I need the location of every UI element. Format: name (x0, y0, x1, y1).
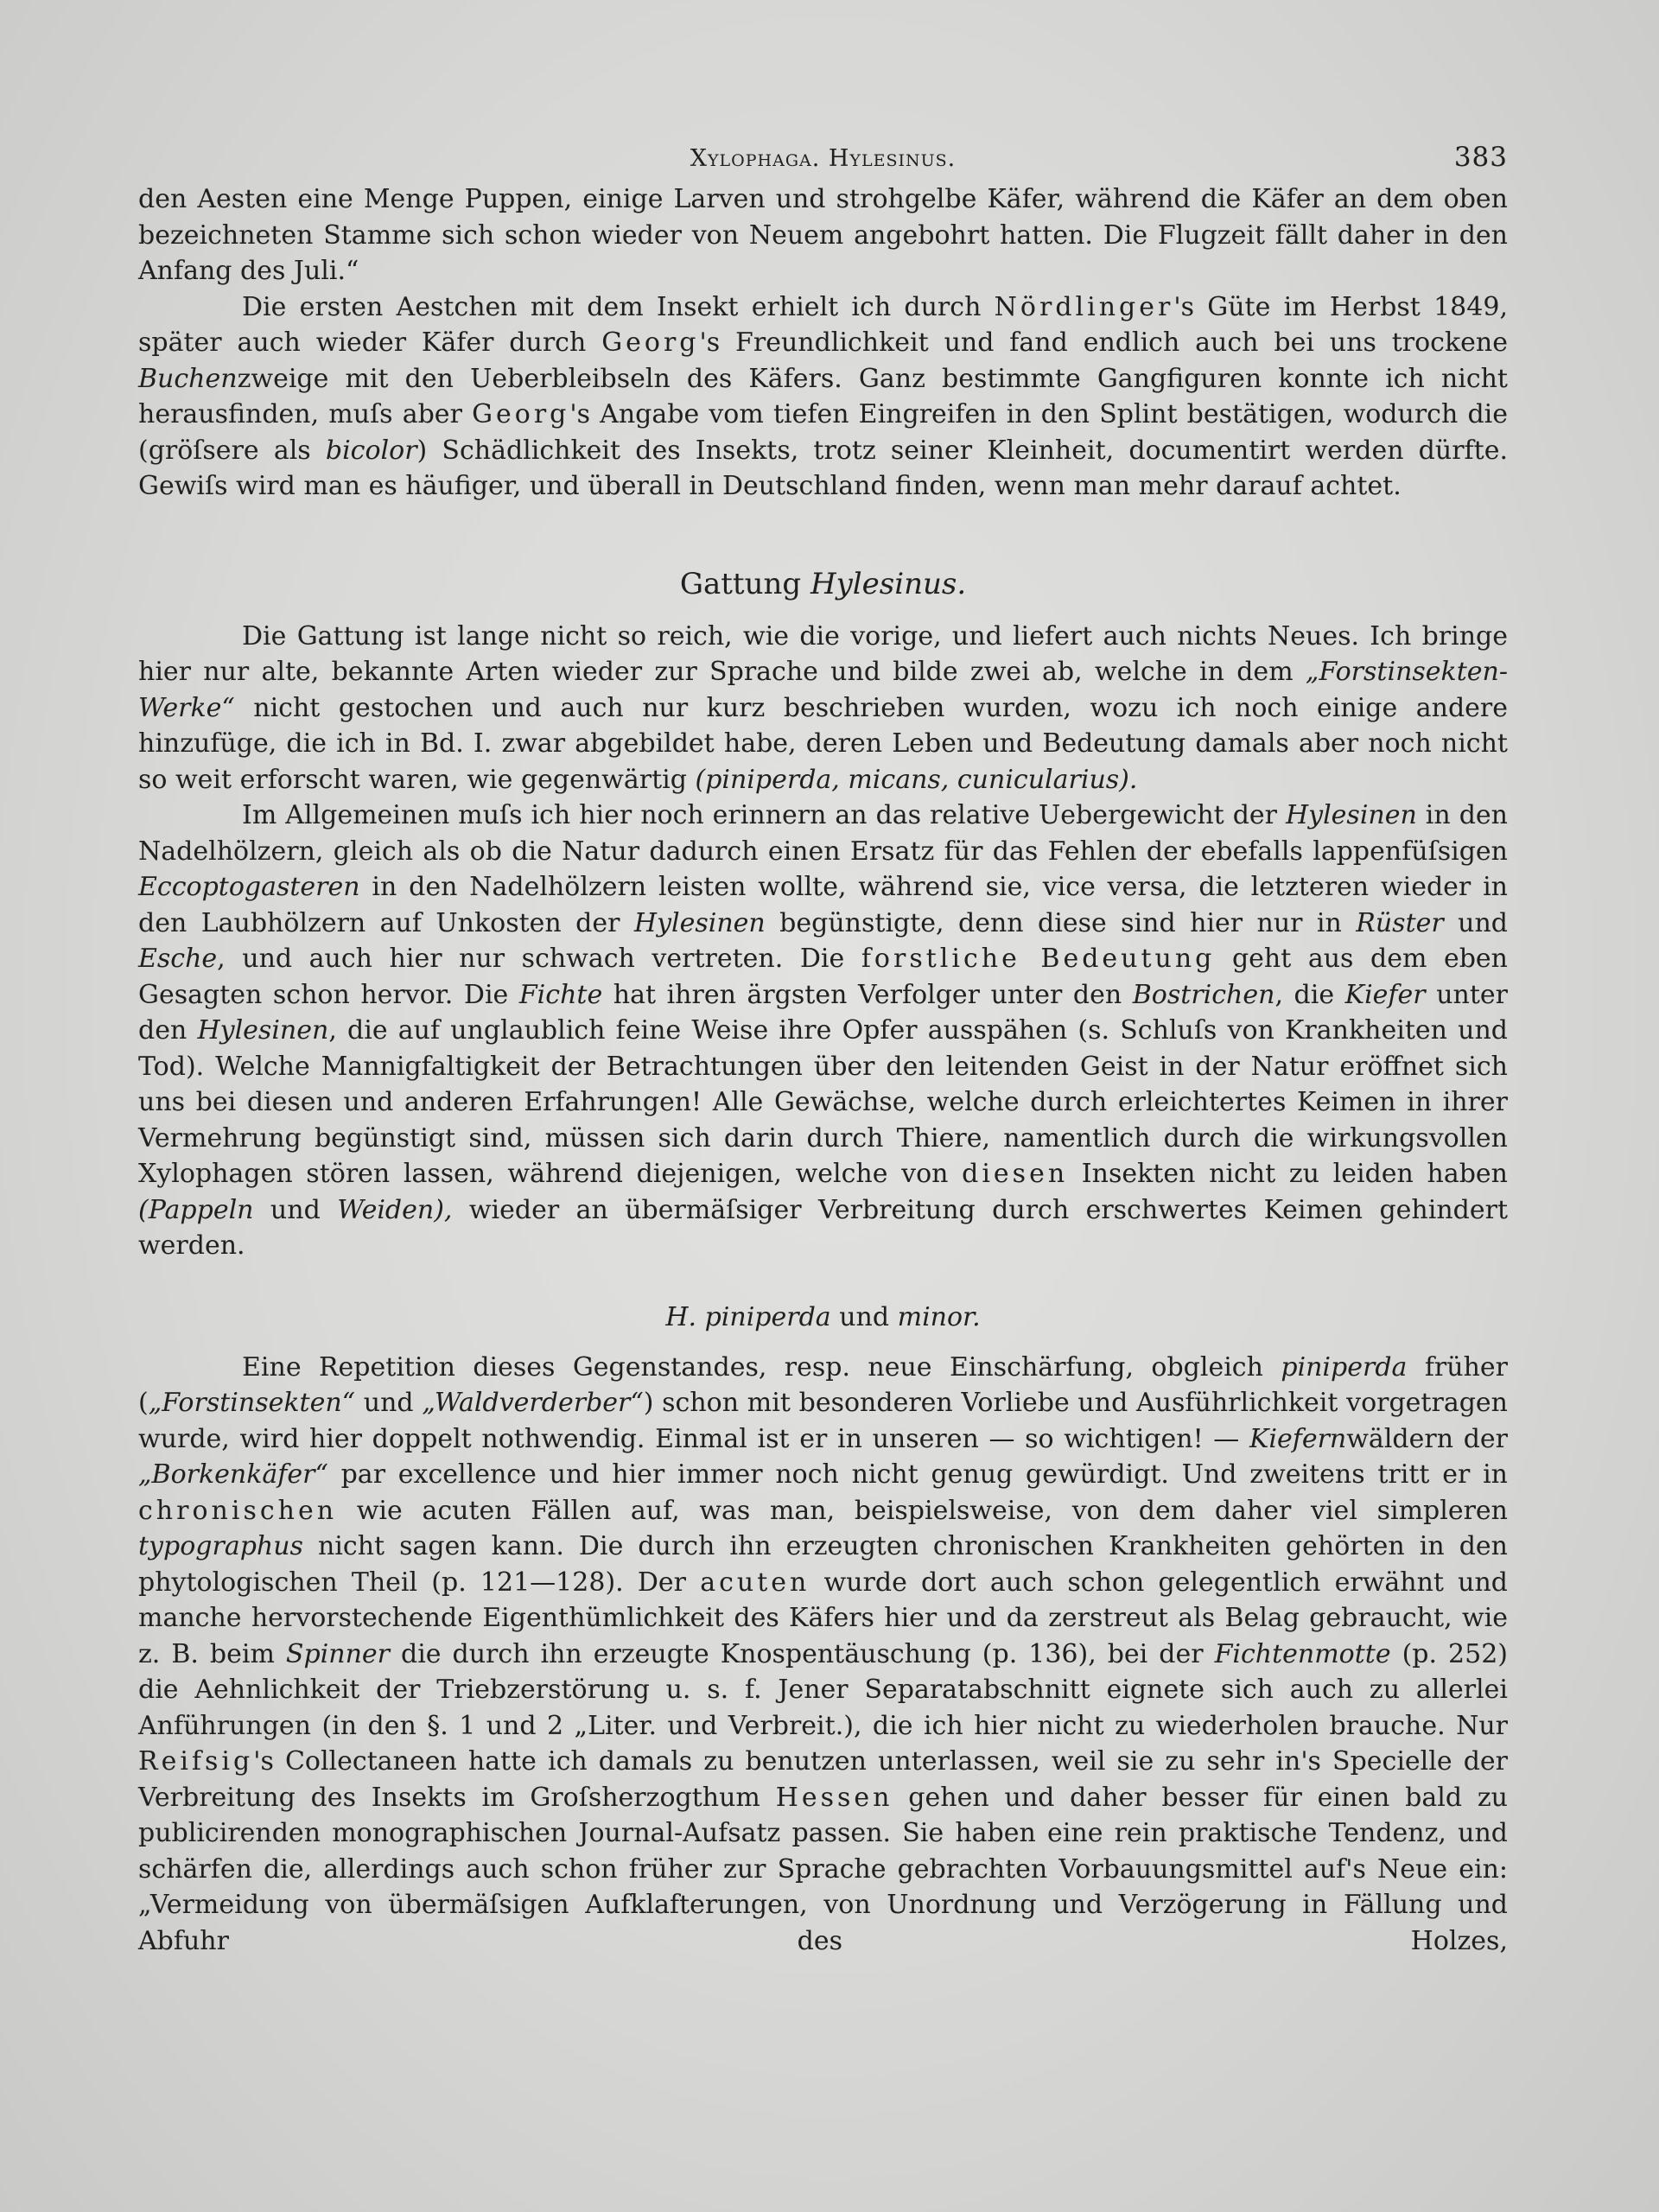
p5-spaced-2: acuten (700, 1567, 810, 1598)
p5-spaced-3: Reifsig (138, 1746, 254, 1777)
author-name-georg: Georg (601, 327, 700, 358)
p5-text-11: (p. 252) die Aehnlichkeit der Triebzerstörung u. s. f. Jener Separatabschnitt eignete sich auch zu allerlei Anführungen (in den §. 1 und 2 „Liter. und Verbreit.), die ich hier nicht zu wiederholen brauche. Nur (138, 1638, 1508, 1741)
paragraph-aestchen (138, 289, 1508, 505)
p4-text-2: in den Nadelhölzern, gleich als ob die Natur dadurch einen Ersatz für das Fehlen der ebefalls lappenfüſsigen (138, 800, 1508, 867)
p2-text-3: 's Freundlichkeit und fand endlich auch bei uns trockene (699, 327, 1508, 358)
section-heading-piniperda (138, 1302, 1508, 1332)
p5-text-4: ) schon mit besonderen Vorliebe und Ausführlichkeit vorgetragen wurde, wird hier doppelt nothwendig. Einmal ist er in unseren — so wichtigen! — (138, 1388, 1508, 1454)
p4-italic-4: Rüster (1356, 907, 1444, 938)
p5-italic-1: piniperda (1281, 1351, 1408, 1382)
p4-italic-11: Weiden), (337, 1194, 453, 1225)
page-content (138, 130, 1508, 2143)
heading-genus: Hylesinus. (810, 566, 967, 601)
p5-italic-3: „Waldverderber“ (422, 1388, 644, 1418)
p3-italic-species: (piniperda, micans, cunicularius). (695, 764, 1138, 795)
p4-text-6: , und auch hier nur schwach vertreten. Die (217, 944, 861, 974)
p5-text-5: wäldern der (1346, 1423, 1508, 1454)
p4-text-5: und (1443, 907, 1509, 938)
p5-italic-2: „Forstinsekten“ (148, 1388, 356, 1418)
p4-italic-1: Hylesinen (1285, 800, 1417, 830)
p5-spaced-1: chronischen (138, 1495, 338, 1526)
p4-text-4: begünstigte, denn diese sind hier nur in (765, 907, 1357, 938)
p2-text-5: 's Angabe vom tiefen Eingreifen in den Splint bestätigen, wodurch die (gröſsere als (138, 399, 1508, 466)
p4-text-14: wieder an übermäſsiger Verbreitung durch erschwertes Keimen gehindert werden. (138, 1194, 1509, 1261)
p2-text-6: ) Schädlichkeit des Insekts, trotz seiner Kleinheit, documentirt werden dürfte. Gewiſs wird man es häufiger, und überall in Deutschland finden, wenn man mehr darauf achtet. (138, 435, 1508, 501)
p3-italic-forstinsekten: „Forstinsekten-Werke“ (138, 657, 1508, 723)
p5-text-2: früher ( (138, 1351, 1508, 1418)
p4-text-13: und (253, 1194, 338, 1225)
p5-text-7: wie acuten Fällen auf, was man, beispielsweise, von dem daher viel simpleren (337, 1495, 1508, 1526)
p5-text-13: gehen und daher besser für einen bald zu publicirenden monographischen Journal-Aufsatz passen. Sie haben eine rein praktische Tendenz, und schärfen die, allerdings auch schon früher zur Sprache gebrachten Vorbauungsmittel auf's Neue ein: „Vermeidung von übermäſsigen Aufklafterungen, von Unordnung und Verzögerung in Fällung und Abfuhr des Holzes, (138, 1782, 1509, 1956)
p5-text-6: par excellence und hier immer noch nicht genug gewürdigt. Und zweitens tritt er in (327, 1459, 1508, 1490)
heading2-species-2: minor. (897, 1301, 981, 1332)
p5-italic-8: Fichtenmotte (1214, 1638, 1391, 1669)
p5-text-9: wurde dort auch schon gelegentlich erwähnt und manche hervorstechende Eigenthümlichkeit des Käfers hier und da zerstreut als Belag gebraucht, wie z. B. beim (138, 1567, 1508, 1669)
p5-text-8: nicht sagen kann. Die durch ihn erzeugten chronischen Krankheiten gehörten in den phytologischen Theil (p. 121—128). Der (138, 1531, 1508, 1598)
p4-text-12: Insekten nicht zu leiden haben (1068, 1159, 1508, 1189)
author-name-noerdlinger: Nördlinger (994, 291, 1174, 322)
p4-text-10: unter den (138, 979, 1508, 1046)
heading2-mid: und (830, 1301, 898, 1332)
p4-spaced-2: diesen (962, 1159, 1069, 1189)
p5-text-3: und (355, 1388, 423, 1418)
p4-italic-10: (Pappeln (138, 1194, 254, 1225)
p2-text-4: zweige mit den Ueberbleibseln des Käfers. Ganz bestimmte Gangfiguren konnte ich nicht herausfinden, muſs aber (138, 363, 1508, 429)
paragraph-gattung (138, 619, 1508, 798)
p4-italic-2: Eccoptogasteren (138, 872, 360, 902)
p5-italic-7: Spinner (285, 1638, 390, 1669)
p2-italic-buchen: Buchen (138, 363, 238, 394)
p4-text-1: Im Allgemeinen muſs ich hier noch erinnern an das relative Uebergewicht der (242, 800, 1286, 830)
p5-italic-4: Kiefern (1249, 1423, 1347, 1454)
p4-text-9: , die (1274, 979, 1345, 1010)
p2-text-2: 's Güte im Herbst 1849, später auch wieder Käfer durch (138, 291, 1508, 358)
paragraph-repetition (138, 1350, 1508, 1960)
p4-text-3: in den Nadelhölzern leisten wollte, während sie, vice versa, die letzteren wieder in den Laubhölzern auf Unkosten der (138, 872, 1508, 938)
p3-text-2: nicht gestochen und auch nur kurz beschrieben wurden, wozu ich noch einige andere hinzufüge, die ich in Bd. I. zwar abgebildet habe, deren Leben und Bedeutung damals aber noch nicht so weit erforscht waren, wie gegenwärtig (138, 692, 1508, 795)
p4-text-8: hat ihren ärgsten Verfolger unter den (602, 979, 1133, 1010)
section-heading-gattung (138, 567, 1508, 601)
heading-prefix: Gattung (679, 566, 810, 601)
p4-italic-5: Esche (138, 944, 218, 974)
p4-italic-3: Hylesinen (633, 907, 766, 938)
p5-italic-6: typographus (138, 1531, 303, 1561)
p4-spaced-1: forstliche Bedeutung (861, 944, 1216, 974)
paragraph-allgemeinen (138, 798, 1508, 1264)
p5-italic-5: „Borkenkäfer“ (138, 1459, 328, 1490)
p4-italic-7: Bostrichen (1132, 979, 1275, 1010)
p3-text-1: Die Gattung ist lange nicht so reich, wie die vorige, und liefert auch nichts Neues. Ich bringe hier nur alte, bekannte Arten wieder zur Sprache und bilde zwei ab, welche in dem (138, 620, 1508, 687)
p5-text-1: Eine Repetition dieses Gegenstandes, resp. neue Einschärfung, obgleich (242, 1351, 1281, 1382)
p5-text-12: 's Collectaneen hatte ich damals zu benutzen unterlassen, weil sie zu sehr in's Specielle der Verbreitung des Insekts im Groſsherzogthum (138, 1746, 1508, 1813)
p4-text-11: , die auf unglaublich feine Weise ihre Opfer ausspähen (s. Schluſs von Krankheiten und Tod). Welche Mannigfaltigkeit der Betrachtungen über den leitenden Geist in der Natur eröffnet sich uns bei diesen und anderen Erfahrungen! Alle Gewächse, welche durch erleichtertes Keimen in ihrer Vermehrung begünstigt sind, müssen sich darin durch Thiere, namentlich durch die wirkungsvollen Xylophagen stören lassen, während diejenigen, welche von (138, 1015, 1508, 1189)
p4-italic-6: Fichte (518, 979, 603, 1010)
running-title: Xylophaga. Hylesinus. (690, 145, 957, 172)
p2-text-1: Die ersten Aestchen mit dem Insekt erhielt ich durch (242, 291, 995, 322)
p2-italic-bicolor: bicolor (325, 435, 417, 466)
paragraph-continuation (138, 181, 1508, 289)
p4-italic-9: Hylesinen (197, 1015, 329, 1046)
author-name-georg-2: Georg (472, 399, 570, 429)
heading2-species: H. piniperda (665, 1301, 831, 1332)
p1-text: den Aesten eine Menge Puppen, einige Larven und strohgelbe Käfer, während die Käfer an dem oben bezeichneten Stamme sich schon wieder von Neuem angebohrt hatten. Die Flugzeit fällt daher in den Anfang des Juli.“ (138, 184, 1508, 286)
p4-text-7: geht aus dem eben Gesagten schon hervor. Die (138, 944, 1508, 1010)
page-number: 383 (1453, 142, 1508, 173)
p5-text-10: die durch ihn erzeugte Knospentäuschung (p. 136), bei der (390, 1638, 1215, 1669)
p4-italic-8: Kiefer (1344, 979, 1426, 1010)
p5-spaced-4: Hessen (775, 1782, 893, 1813)
running-header (138, 130, 1508, 181)
